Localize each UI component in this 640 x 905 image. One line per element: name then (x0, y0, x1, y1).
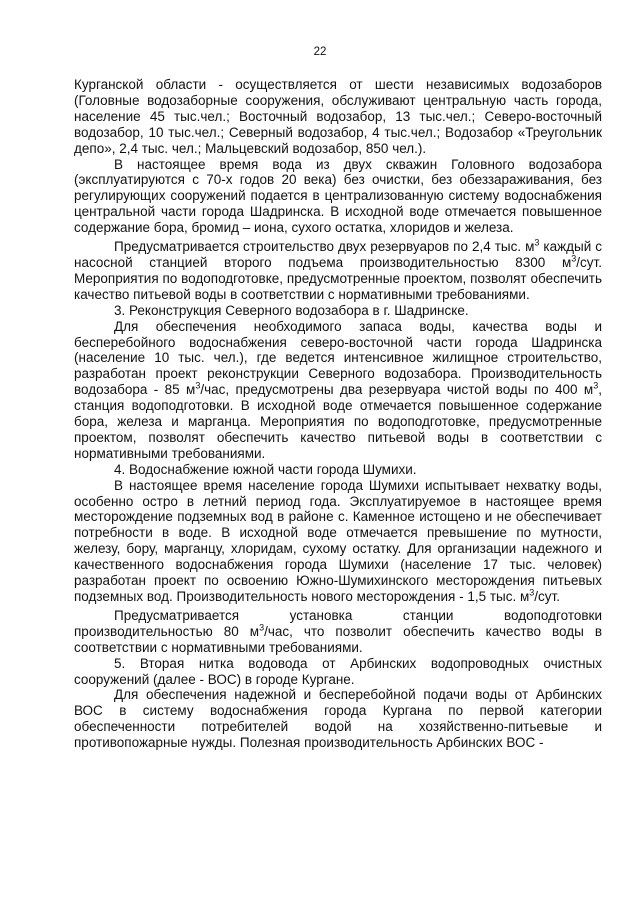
paragraph (74, 239, 602, 303)
text-run: В настоящее время население города Шумихи испытывает нехватку воды, особенно остро в летний период года. Эксплуатируемое в настоящее время месторождение подземных вод в районе с. Каменное истощено и не обеспечивает потребности в воде. В исходной воде отмечается превышение по мутности, железу, бору, марганцу, хлоридам, сухому остатку. Для организации надежного и качественного водоснабжения города Шумихи (население 17 тыс. человек) разработан проект по освоению Южно-Шумихинского месторождения питьевых подземных вод. Производительность нового месторождения - 1,5 тыс. м (74, 477, 602, 604)
paragraph (74, 77, 602, 157)
paragraph (74, 303, 602, 319)
paragraph (74, 687, 602, 751)
text-run: Курганской области - осуществляется от шести независимых водозаборов (Головные водозаборные сооружения, обслуживают центральную часть города, население 45 тыс.чел.; Восточный водозабор, 13 тыс.чел.; Северо-восточный водозабор, 10 тыс.чел.; Северный водозабор, 4 тыс.чел.; Водозабор «Треугольник депо», 2,4 тыс. чел.; Мальцевский водозабор, 850 чел.). (74, 77, 602, 156)
paragraph (74, 478, 602, 605)
text-run: 3. Реконструкция Северного водозабора в г. Шадринске. (114, 302, 469, 318)
text-run: /час, что позволит обеспечить качество воды в соответствии с нормативными требованиями. (74, 623, 602, 655)
text-run: /сут. Мероприятия по водоподготовке, предусмотренные проектом, позволят обеспечить качество питьевой воды в соответствии с нормативными требованиями. (74, 254, 602, 302)
text-run: 4. Водоснабжение южной части города Шумихи. (114, 461, 417, 477)
text-run: 5. Вторая нитка водовода от Арбинских водопроводных очистных сооружений (далее - ВОС) в городе Кургане. (74, 655, 602, 687)
paragraph (74, 462, 602, 478)
text-run: Для обеспечения надежной и бесперебойной подачи воды от Арбинских ВОС в систему водоснабжения города Кургана по первой категории обеспеченности потребителей водой на хозяйственно-питьевые и противопожарные нужды. Полезная производительность Арбинских ВОС - (74, 687, 602, 751)
text-run: Предусматривается строительство двух резервуаров по 2,4 тыс. м (114, 239, 535, 255)
text-run: Для обеспечения необходимого запаса воды, качества воды и бесперебойного водоснабжения северо-восточной части города Шадринска (население 10 тыс. чел.), где ведется интенсивное жилищное строительство, разработан проект реконструкции Северного водозабора. Производительность водозабора - 85 м (74, 318, 602, 398)
page-number: 22 (313, 46, 327, 58)
superscript: 3 (593, 380, 599, 391)
paragraph (74, 319, 602, 462)
superscript: 3 (571, 253, 577, 264)
text-run: , станция водоподготовки. В исходной воде отмечается повышенное содержание бора, железа и марганца. Мероприятия по водоподготовке, предусмотренные проектом, позволят обеспечить качество питьевой воды в соответствии с нормативными требованиями. (74, 382, 602, 461)
superscript: 3 (529, 587, 535, 598)
text-run: Предусматривается установка станции водоподготовки производительностью 80 м (74, 607, 602, 639)
text-run: /час, предусмотрены два резервуара чистой воды по 400 м (200, 382, 594, 398)
superscript: 3 (534, 237, 540, 248)
paragraph (74, 157, 602, 237)
superscript: 3 (259, 622, 265, 633)
text-run: /сут. (534, 589, 560, 604)
text-run: В настоящее время вода из двух скважин Головного водозабора (эксплуатируются с 70-х годов 20 века) без очистки, без обеззараживания, без регулирующих сооружений подается в централизованную систему водоснабжения центральной части города Шадринска. В исходной воде отмечается повышенное содержание бора, бромид – иона, сухого остатка, хлоридов и железа. (74, 156, 602, 236)
superscript: 3 (195, 380, 201, 391)
document-body (74, 77, 602, 751)
paragraph (74, 656, 602, 688)
text-run: каждый с насосной станцией второго подъема производительностью 8300 м (74, 239, 602, 270)
paragraph (74, 608, 602, 656)
